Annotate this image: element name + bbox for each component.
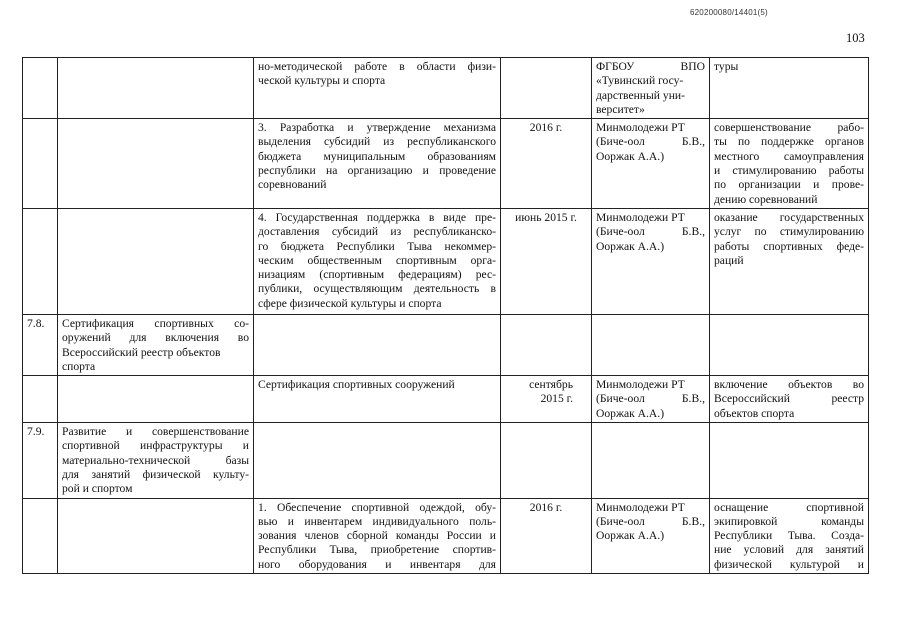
cell-result: оснащение спортивной экипировкой команды Республики Тыва. Созда- ние условий для занятий физической культурой и bbox=[710, 498, 869, 573]
cell-event: 4. Государственная поддержка в виде пре- доставления субсидий из республиканско- го бюджета Республики Тыва некоммер- ческим общественным спортивным орга- низациям (спортивным федерациям) рес- публики, осуществляющим деятельность в сфере физической культуры и спорта bbox=[254, 208, 501, 314]
document-id: 620200080/14401(5) bbox=[690, 8, 768, 17]
cell-event: 3. Разработка и утверждение механизма выделения субсидий из республиканского бюджета муниципальным образованиям республики на организацию и проведение соревнований bbox=[254, 119, 501, 209]
cell-result bbox=[710, 423, 869, 498]
cell-num bbox=[23, 58, 58, 119]
cell-result: совершенствование рабо- ты по поддержке органов местного самоуправления и стимулированию работы по организации и прове- дению соревнований bbox=[710, 119, 869, 209]
cell-num bbox=[23, 498, 58, 573]
cell-executor: ФГБОУ ВПО «Тувинский госу- дарственный уни- верситет» bbox=[592, 58, 710, 119]
cell-num: 7.9. bbox=[23, 423, 58, 498]
cell-term bbox=[501, 58, 592, 119]
cell-result: туры bbox=[710, 58, 869, 119]
cell-num: 7.8. bbox=[23, 314, 58, 375]
cell-executor: Минмолодежи РТ (Биче-оол Б.В., Ооржак А.А.) bbox=[592, 208, 710, 314]
table-row bbox=[23, 314, 869, 375]
cell-result: оказание государственных услуг по стимулированию работы спортивных феде- раций bbox=[710, 208, 869, 314]
table-row bbox=[23, 58, 869, 119]
cell-direction: Сертификация спортивных со- оружений для включения во Всероссийский реестр объектов спорта bbox=[58, 314, 254, 375]
cell-term bbox=[501, 314, 592, 375]
cell-event: Сертификация спортивных сооружений bbox=[254, 376, 501, 423]
cell-direction bbox=[58, 376, 254, 423]
cell-executor bbox=[592, 423, 710, 498]
cell-executor: Минмолодежи РТ (Биче-оол Б.В., Ооржак А.А.) bbox=[592, 376, 710, 423]
cell-result: включение объектов во Всероссийский реестр объектов спорта bbox=[710, 376, 869, 423]
cell-num bbox=[23, 376, 58, 423]
cell-direction bbox=[58, 208, 254, 314]
table-row bbox=[23, 208, 869, 314]
page-number: 103 bbox=[846, 31, 865, 45]
plan-table bbox=[22, 57, 869, 574]
cell-num bbox=[23, 208, 58, 314]
cell-direction bbox=[58, 119, 254, 209]
cell-executor: Минмолодежи РТ (Биче-оол Б.В., Ооржак А.А.) bbox=[592, 498, 710, 573]
cell-executor bbox=[592, 314, 710, 375]
cell-event bbox=[254, 314, 501, 375]
cell-term: 2016 г. bbox=[501, 498, 592, 573]
cell-executor: Минмолодежи РТ (Биче-оол Б.В., Ооржак А.А.) bbox=[592, 119, 710, 209]
table-row bbox=[23, 498, 869, 573]
table-row bbox=[23, 119, 869, 209]
cell-num bbox=[23, 119, 58, 209]
cell-term bbox=[501, 423, 592, 498]
cell-term: июнь 2015 г. bbox=[501, 208, 592, 314]
cell-direction bbox=[58, 58, 254, 119]
cell-term: сентябрь 2015 г. bbox=[501, 376, 592, 423]
table-row bbox=[23, 376, 869, 423]
table-row bbox=[23, 423, 869, 498]
cell-direction: Развитие и совершенствование спортивной инфраструктуры и материально-технической базы для занятий физической культу- рой и спортом bbox=[58, 423, 254, 498]
cell-event: 1. Обеспечение спортивной одеждой, обу- вью и инвентарем индивидуального поль- зования членов сборной команды России и Республики Тыва, приобретение спортив- ного оборудования и инвентаря для bbox=[254, 498, 501, 573]
cell-result bbox=[710, 314, 869, 375]
cell-term: 2016 г. bbox=[501, 119, 592, 209]
cell-direction bbox=[58, 498, 254, 573]
cell-event: но-методической работе в области физи- ческой культуры и спорта bbox=[254, 58, 501, 119]
cell-event bbox=[254, 423, 501, 498]
